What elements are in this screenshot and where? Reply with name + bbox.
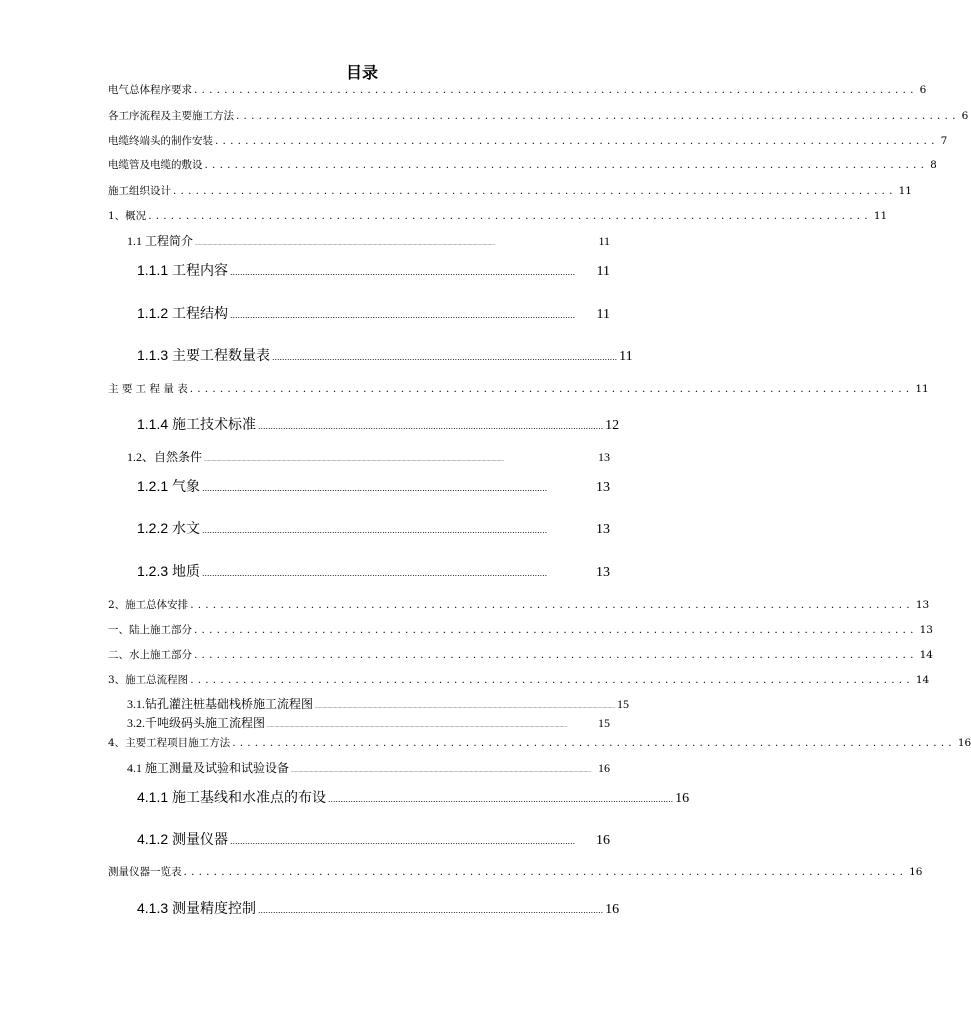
toc-entry-page: 11 bbox=[898, 185, 912, 197]
toc-leader-dots: ................................................................................................................................................................................................................................................ bbox=[291, 769, 592, 774]
toc-entry-page: 13 bbox=[596, 565, 610, 580]
toc-entry-label: 1.2.2 水文 bbox=[137, 520, 201, 536]
toc-leader-dots: ................................................................................................ bbox=[173, 185, 897, 197]
toc-entry[interactable] bbox=[137, 260, 610, 280]
toc-entry-label: 二、水上施工部分 bbox=[108, 649, 192, 661]
toc-entry[interactable] bbox=[108, 82, 927, 97]
toc-entry-label: 1.1.1 工程内容 bbox=[137, 262, 229, 278]
toc-leader-dots: ................................................................................................ bbox=[183, 866, 908, 878]
toc-entry-page: 13 bbox=[915, 599, 930, 611]
toc-entry-page: 13 bbox=[598, 450, 610, 464]
toc-entry-page: 13 bbox=[596, 480, 610, 495]
toc-entry-page: 7 bbox=[940, 135, 948, 147]
toc-leader-dots: .......................................................................................................................................... bbox=[328, 794, 674, 804]
toc-entry-page: 13 bbox=[596, 522, 610, 537]
toc-entry-label: 电缆管及电缆的敷设 bbox=[108, 159, 203, 171]
toc-leader-dots: ................................................................................................ bbox=[194, 649, 918, 661]
toc-leader-dots: ................................................................................................ bbox=[232, 737, 956, 749]
toc-entry-page: 14 bbox=[919, 649, 933, 661]
toc-entry-label: 主 要 工 程 量 表 bbox=[108, 383, 188, 395]
toc-entry[interactable] bbox=[137, 829, 610, 849]
toc-entry[interactable] bbox=[127, 695, 630, 712]
toc-leader-dots: ................................................................................................ bbox=[236, 110, 960, 122]
toc-entry[interactable] bbox=[137, 787, 690, 807]
toc-entry[interactable] bbox=[137, 518, 610, 538]
toc-leader-dots: .......................................................................................................................................... bbox=[258, 905, 604, 915]
toc-entry-page: 12 bbox=[605, 418, 620, 433]
toc-entry[interactable] bbox=[108, 157, 937, 172]
toc-leader-dots: ................................................................................................ bbox=[148, 210, 872, 222]
toc-entry[interactable] bbox=[137, 898, 620, 918]
toc-entry-label: 4.1.3 测量精度控制 bbox=[137, 900, 257, 916]
toc-entry[interactable] bbox=[137, 476, 610, 496]
toc-entry[interactable] bbox=[108, 183, 912, 198]
toc-entry-page: 11 bbox=[598, 234, 610, 248]
toc-entry-page: 16 bbox=[957, 737, 971, 749]
toc-entry[interactable] bbox=[108, 133, 948, 148]
toc-entry-label: 电缆终端头的制作安装 bbox=[108, 135, 213, 147]
toc-entry[interactable] bbox=[108, 208, 888, 223]
toc-entry-page: 16 bbox=[605, 902, 620, 917]
toc-entry[interactable] bbox=[127, 232, 610, 249]
toc-entry-label: 3、施工总流程图 bbox=[108, 674, 189, 686]
toc-entry[interactable] bbox=[137, 303, 610, 323]
toc-entry-label: 2、施工总体安排 bbox=[108, 599, 189, 611]
toc-entry-label: 施工组织设计 bbox=[108, 185, 171, 197]
toc-entry[interactable] bbox=[137, 561, 610, 581]
toc-entry-label: 1.2、自然条件 bbox=[127, 450, 203, 464]
toc-title: 目录 bbox=[345, 63, 378, 82]
toc-entry[interactable] bbox=[108, 647, 933, 662]
toc-entry-label: 测量仪器一览表 bbox=[108, 866, 182, 878]
toc-entry-label: 4.1.2 测量仪器 bbox=[137, 831, 229, 847]
toc-leader-dots: .......................................................................................................................................... bbox=[230, 310, 576, 320]
toc-leader-dots: ................................................................................................................................................................................................................................................ bbox=[267, 724, 568, 729]
toc-entry[interactable] bbox=[108, 672, 930, 687]
toc-leader-dots: ................................................................................................ bbox=[215, 135, 939, 147]
toc-entry-label: 4、主要工程项目施工方法 bbox=[108, 737, 231, 749]
toc-entry-label: 电气总体程序要求 bbox=[108, 84, 192, 96]
toc-entry[interactable] bbox=[108, 864, 923, 879]
toc-leader-dots: ................................................................................................ bbox=[189, 383, 914, 395]
toc-leader-dots: .......................................................................................................................................... bbox=[230, 267, 576, 277]
toc-leader-dots: ................................................................................................................................................................................................................................................ bbox=[204, 458, 505, 463]
toc-entry-page: 11 bbox=[915, 383, 929, 395]
toc-entry-page: 16 bbox=[598, 761, 610, 775]
toc-entry-page: 15 bbox=[598, 716, 610, 730]
toc-entry-page: 14 bbox=[915, 674, 930, 686]
toc-entry-label: 1.1 工程简介 bbox=[127, 234, 194, 248]
toc-entry-page: 6 bbox=[919, 84, 927, 96]
toc-entry[interactable] bbox=[137, 414, 620, 434]
toc-entry-page: 11 bbox=[619, 349, 633, 364]
toc-leader-dots: .......................................................................................................................................... bbox=[202, 525, 548, 535]
toc-entry-label: 3.1.钻孔灌注桩基础栈桥施工流程图 bbox=[127, 697, 314, 711]
toc-entry-label: 各工序流程及主要施工方法 bbox=[108, 110, 234, 122]
toc-entry-page: 11 bbox=[596, 307, 610, 322]
toc-entry[interactable] bbox=[108, 597, 930, 612]
toc-entry[interactable] bbox=[108, 108, 969, 123]
toc-entry-page: 11 bbox=[596, 264, 610, 279]
toc-entry-page: 13 bbox=[919, 624, 933, 636]
toc-leader-dots: .......................................................................................................................................... bbox=[258, 421, 604, 431]
toc-entry[interactable] bbox=[108, 381, 929, 396]
toc-leader-dots: .......................................................................................................................................... bbox=[272, 352, 618, 362]
toc-entry-label: 1.2.1 气象 bbox=[137, 478, 201, 494]
toc-entry-label: 1.1.4 施工技术标准 bbox=[137, 416, 257, 432]
toc-leader-dots: .......................................................................................................................................... bbox=[202, 568, 548, 578]
toc-entry[interactable] bbox=[127, 714, 610, 731]
toc-leader-dots: .......................................................................................................................................... bbox=[230, 836, 576, 846]
toc-leader-dots: ................................................................................................................................................................................................................................................ bbox=[315, 705, 616, 710]
toc-entry-page: 11 bbox=[873, 210, 888, 222]
toc-entry-label: 一、陆上施工部分 bbox=[108, 624, 192, 636]
toc-entry[interactable] bbox=[108, 735, 971, 750]
toc-leader-dots: ................................................................................................ bbox=[190, 599, 914, 611]
toc-entry-label: 1.1.3 主要工程数量表 bbox=[137, 347, 271, 363]
toc-entry-page: 15 bbox=[617, 697, 630, 711]
toc-entry-page: 8 bbox=[930, 159, 937, 171]
toc-entry-page: 6 bbox=[961, 110, 969, 122]
toc-leader-dots: ................................................................................................................................................................................................................................................ bbox=[195, 242, 496, 247]
toc-entry-label: 1.2.3 地质 bbox=[137, 563, 201, 579]
toc-entry-page: 16 bbox=[675, 791, 690, 806]
toc-entry-label: 4.1.1 施工基线和水准点的布设 bbox=[137, 789, 327, 805]
toc-entry[interactable] bbox=[127, 448, 610, 465]
toc-leader-dots: ................................................................................................ bbox=[190, 674, 914, 686]
toc-entry[interactable] bbox=[108, 622, 933, 637]
toc-leader-dots: ................................................................................................ bbox=[204, 159, 929, 171]
toc-leader-dots: ................................................................................................ bbox=[194, 84, 918, 96]
toc-entry-label: 3.2.千吨级码头施工流程图 bbox=[127, 716, 266, 730]
toc-entry[interactable] bbox=[137, 345, 633, 365]
toc-entry-label: 1、概况 bbox=[108, 210, 147, 222]
toc-leader-dots: ................................................................................................ bbox=[194, 624, 918, 636]
toc-leader-dots: .......................................................................................................................................... bbox=[202, 483, 548, 493]
toc-entry-page: 16 bbox=[596, 833, 610, 848]
toc-entry-label: 1.1.2 工程结构 bbox=[137, 305, 229, 321]
toc-entry-page: 16 bbox=[909, 866, 923, 878]
toc-entry[interactable] bbox=[127, 759, 610, 776]
toc-entry-label: 4.1 施工测量及试验和试验设备 bbox=[127, 761, 290, 775]
